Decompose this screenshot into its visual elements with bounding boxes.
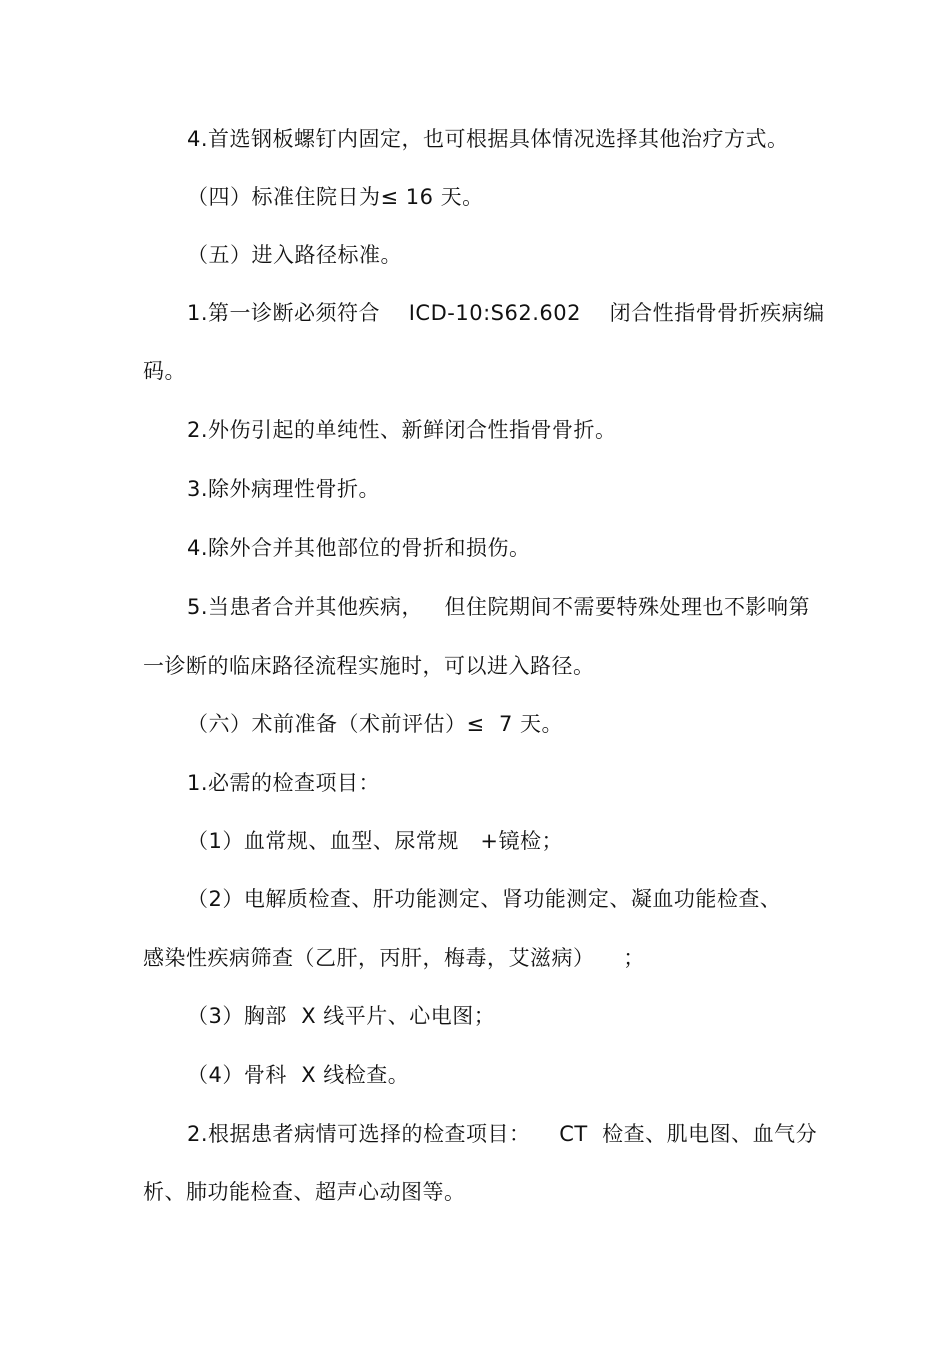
text-line-entry-criteria-heading: （五）进入路径标准。: [187, 243, 402, 267]
text-line-hospital-stay: （四）标准住院日为≤ 16 天。: [187, 185, 484, 209]
text-line-exclude-other-injury: 4.除外合并其他部位的骨折和损伤。: [187, 536, 531, 560]
text-line-plate-fixation: 4.首选钢板螺钉内固定，也可根据具体情况选择其他治疗方式。: [187, 127, 789, 151]
text-line-test-3: （3）胸部 X 线平片、心电图；: [187, 1004, 496, 1028]
text-line-preop-heading: （六）术前准备（术前评估）≤ 7 天。: [187, 712, 563, 736]
text-line-trauma-fracture: 2.外伤引起的单纯性、新鲜闭合性指骨骨折。: [187, 418, 617, 442]
text-line-optional-tests-cont: 析、肺功能检查、超声心动图等。: [143, 1180, 466, 1204]
text-line-exclude-pathological: 3.除外病理性骨折。: [187, 477, 381, 501]
text-line-diagnosis-code: 1.第一诊断必须符合 ICD-10:S62.602 闭合性指骨骨折疾病编: [187, 301, 825, 325]
text-line-diagnosis-code-cont: 码。: [143, 359, 186, 383]
text-line-required-tests: 1.必需的检查项目：: [187, 771, 381, 795]
text-line-test-1: （1）血常规、血型、尿常规 +镜检；: [187, 829, 563, 853]
text-line-comorbidity-cont: 一诊断的临床路径流程实施时，可以进入路径。: [143, 654, 595, 678]
text-line-optional-tests: 2.根据患者病情可选择的检查项目： CT 检查、肌电图、血气分: [187, 1122, 818, 1146]
text-line-test-2: （2）电解质检查、肝功能测定、肾功能测定、凝血功能检查、: [187, 887, 782, 911]
text-line-comorbidity: 5.当患者合并其他疾病， 但住院期间不需要特殊处理也不影响第: [187, 595, 811, 619]
text-line-test-2-cont: 感染性疾病筛查（乙肝，丙肝，梅毒，艾滋病） ；: [143, 946, 645, 970]
text-line-test-4: （4）骨科 X 线检查。: [187, 1063, 410, 1087]
